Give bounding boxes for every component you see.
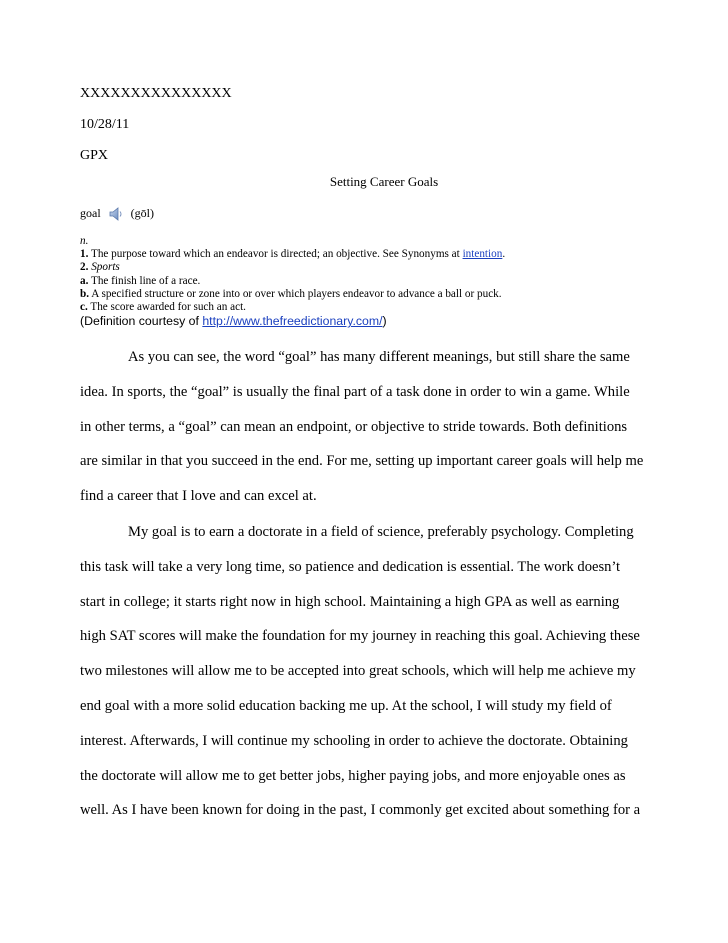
definition-2a [80,275,700,288]
definition-2c [80,301,700,314]
def1-number: 1. [80,248,89,261]
paragraph-line: two milestones will allow me to be accepted into great schools, which will help me achieve my [80,663,636,680]
date-line: 10/28/11 [80,117,130,132]
credit-prefix: (Definition courtesy of [80,314,203,329]
paragraph-line: are similar in that you succeed in the end. For me, setting up important career goals will help me [80,453,644,470]
paragraph-line: start in college; it starts right now in high school. Maintaining a high GPA as well as earning [80,593,620,610]
student-name: XXXXXXXXXXXXXXX [80,86,232,101]
paragraph-line: find a career that I love and can excel at. [80,488,317,505]
pronunciation: (gōl) [130,206,154,220]
def2-label: Sports [91,261,120,274]
credit-link[interactable]: http://www.thefreedictionary.com/ [202,314,383,329]
paragraph-line: As you can see, the word “goal” has many different meanings, but still share the same [128,349,630,365]
def2a-text: The finish line of a race. [88,274,201,287]
paragraph-line: high SAT scores will make the foundation for my journey in reaching this goal. Achieving these [80,628,640,645]
def2c-text: The score awarded for such an act. [87,301,246,314]
def2b-text: A specified structure or zone into or over which players endeavor to advance a ball or puck. [89,287,502,300]
def2c-letter: c. [80,301,88,314]
definition-2 [80,261,700,274]
definition-headword [80,206,154,221]
paragraph-1 [80,349,650,523]
def1-end: . [502,248,506,261]
class-line: GPX [80,148,109,163]
credit-suffix: ) [382,314,387,329]
paragraph-line: My goal is to earn a doctorate in a field of science, preferably psychology. Completing [128,524,634,540]
paragraph-line: the doctorate will allow me to get better jobs, higher paying jobs, and more enjoyable ones as [80,767,626,784]
speaker-icon[interactable] [109,207,125,221]
paragraph-line: well. As I have been known for doing in the past, I commonly get excited about something for a [80,802,641,819]
dictionary-definition [80,235,700,328]
paragraph-line: end goal with a more solid education backing me up. At the school, I will study my field of [80,697,612,714]
paragraph-line: this task will take a very long time, so patience and dedication is essential. The work doesn’t [80,558,621,575]
definition-2b [80,288,700,301]
def2-number: 2. [80,261,89,274]
headword: goal [80,206,101,220]
definition-credit [80,315,700,328]
def2a-letter: a. [80,274,89,287]
page-title: Setting Career Goals [329,174,439,189]
part-of-speech: n. [80,235,89,247]
definition-1 [80,248,700,261]
paragraph-2 [80,524,650,837]
def1-text: The purpose toward which an endeavor is directed; an objective. See Synonyms at [88,248,463,261]
paragraph-line: idea. In sports, the “goal” is usually the final part of a task done in order to win a game. While [80,383,630,400]
paragraph-line: in other terms, a “goal” can mean an endpoint, or objective to stride towards. Both definitions [80,418,628,435]
intention-link[interactable]: intention [462,248,503,261]
paragraph-line: interest. Afterwards, I will continue my schooling in order to achieve the doctorate. Obtaining [80,732,628,749]
def2b-letter: b. [80,287,90,300]
